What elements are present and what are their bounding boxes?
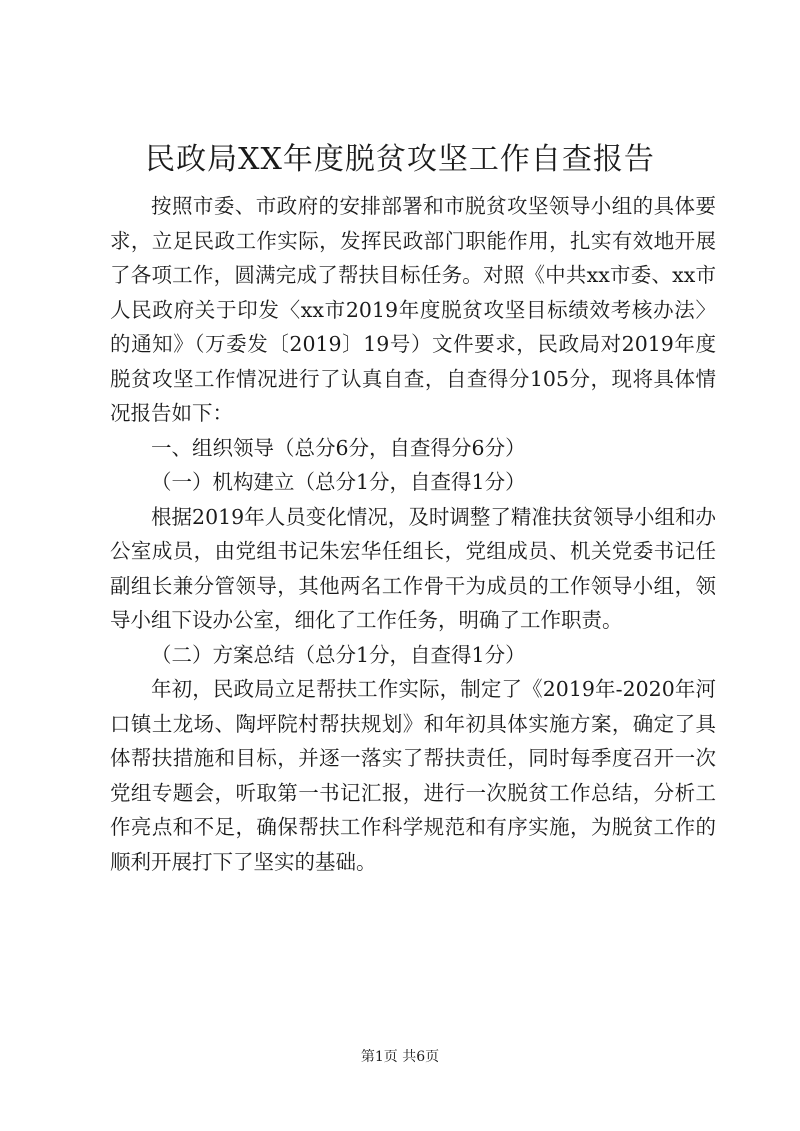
plan-summary-paragraph: 年初，民政局立足帮扶工作实际，制定了《2019年-2020年河口镇土龙场、陶坪院村帮扶规划》和年初具体实施方案，确定了具体帮扶措施和目标，并逐一落实了帮扶责任，同时每季度召开一次党组专题会，听取第一书记汇报，进行一次脱贫工作总结，分析工作亮点和不足，确保帮扶工作科学规范和有序实施，为脱贫工作的顺利开展打下了坚实的基础。 xyxy=(110,677,716,874)
document-body xyxy=(110,189,716,879)
institution-paragraph: 根据2019年人员变化情况，及时调整了精准扶贫领导小组和办公室成员，由党组书记朱宏华任组长，党组成员、机关党委书记任副组长兼分管领导，其他两名工作骨干为成员的工作领导小组，领导小组下设办公室，细化了工作任务，明确了工作职责。 xyxy=(110,504,716,632)
document-title: 民政局XX年度脱贫攻坚工作自查报告 xyxy=(145,142,655,177)
subsection-heading-institution: （一）机构建立（总分1分，自查得1分） xyxy=(151,470,526,494)
page-footer: 第1页 共6页 xyxy=(360,1049,440,1065)
section-heading-organization: 一、组织领导（总分6分，自查得分6分） xyxy=(151,435,526,460)
intro-paragraph: 按照市委、市政府的安排部署和市脱贫攻坚领导小组的具体要求，立足民政工作实际，发挥民政部门职能作用，扎实有效地开展了各项工作，圆满完成了帮扶目标任务。对照《中共xx市委、xx市人民政府关于印发〈xx市2019年度脱贫攻坚目标绩效考核办法〉的通知》（万委发〔2019〕19号）文件要求，民政局对2019年度脱贫攻坚工作情况进行了认真自查，自查得分105分，现将具体情况报告如下： xyxy=(110,194,716,425)
subsection-heading-plan-summary: （二）方案总结（总分1分，自查得1分） xyxy=(151,642,526,667)
